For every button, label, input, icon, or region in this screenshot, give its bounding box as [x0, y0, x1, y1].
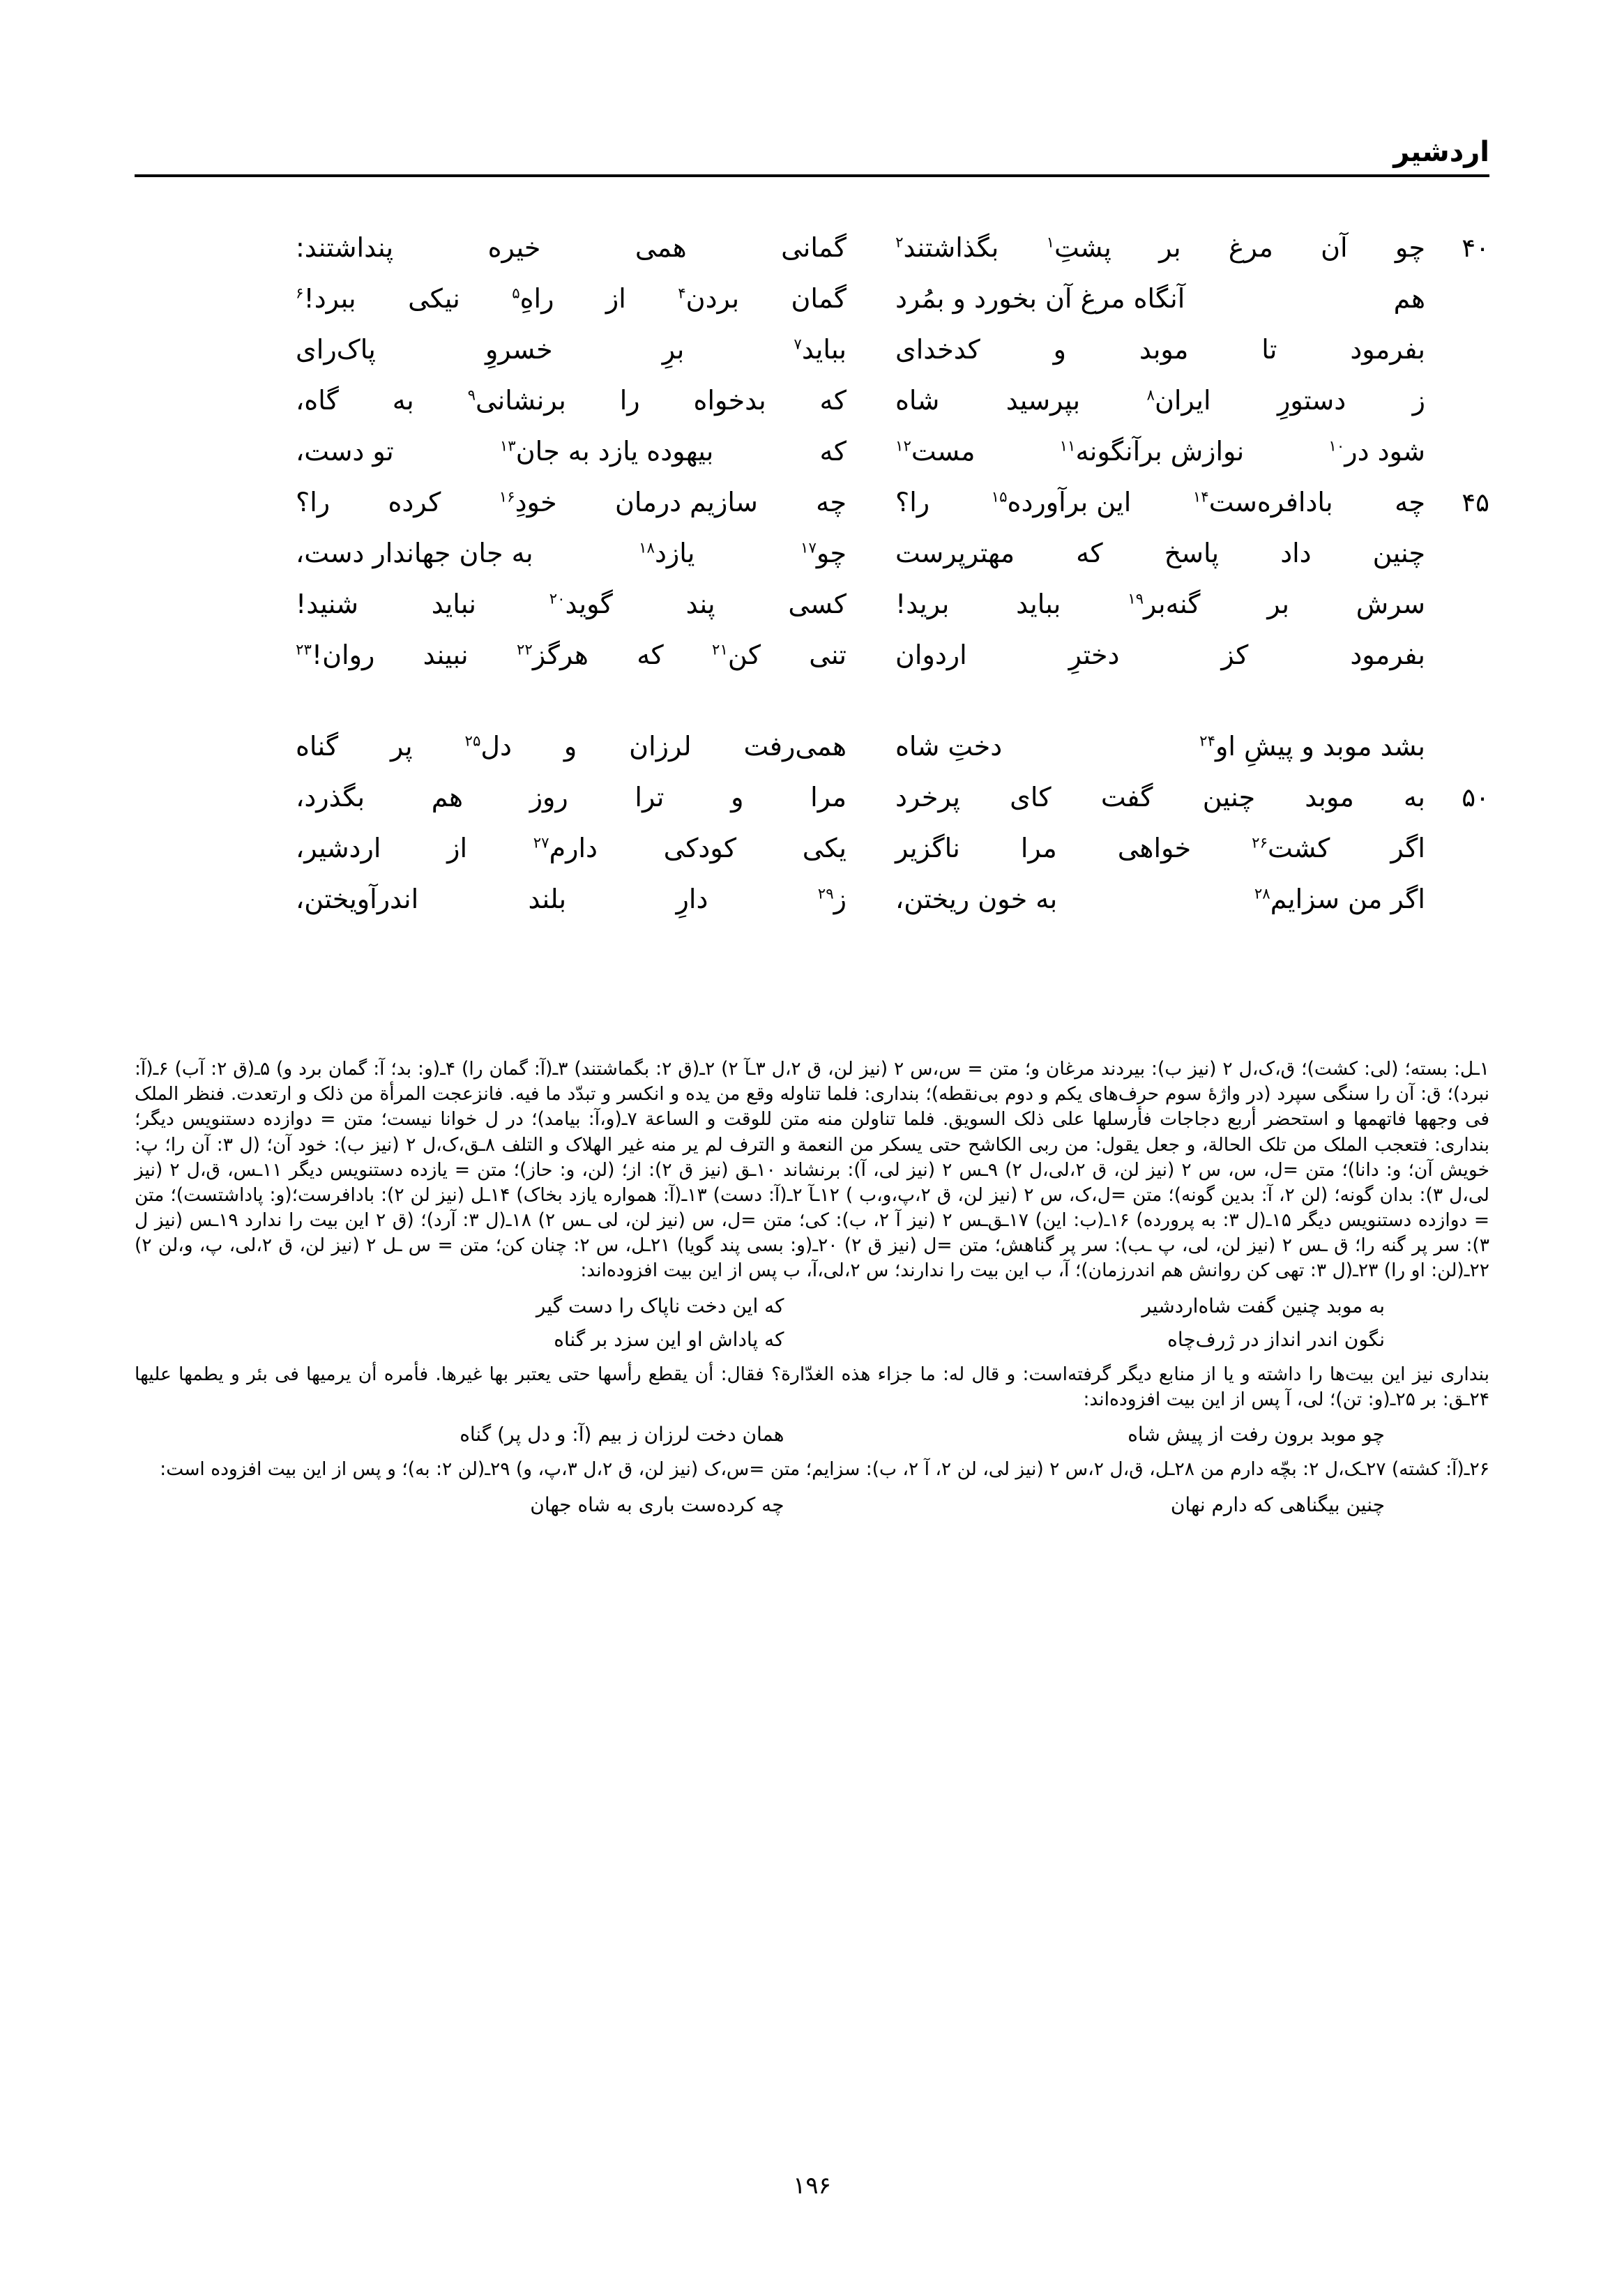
hemi-word: اردشیر،: [296, 833, 381, 863]
hemi-word: هم: [1393, 283, 1425, 314]
hemistich-first: [853, 591, 1425, 617]
hemi-word: بفرمود: [1350, 334, 1425, 365]
verse-line-46: [135, 540, 1489, 591]
couplet-text: چو موبد برون رفت از پیش شاه: [1128, 1423, 1385, 1446]
hemi-word: پاک‌رای: [296, 334, 376, 365]
hemi-word: برید!: [895, 589, 950, 619]
hemi-word: خیره: [487, 232, 541, 263]
hemi-word: که: [1076, 538, 1103, 568]
hemi-word: کای: [1010, 782, 1052, 812]
footnote-marker: ۹: [467, 386, 476, 405]
hemi-word: بفرمود: [1350, 640, 1425, 670]
verse-line-48: [135, 642, 1489, 693]
hemi-word: گناه: [296, 731, 339, 762]
hemi-word: چنین: [1372, 538, 1425, 568]
hemi-word: بلند: [528, 884, 567, 914]
hemistich-second: [296, 784, 853, 810]
footnote-marker: ۲۶: [1252, 834, 1268, 852]
hemi-word: دارِ: [676, 884, 708, 914]
footnote-marker: ۱: [1046, 234, 1054, 252]
hemistich-first: [853, 436, 1425, 467]
hemistich-first: [853, 886, 1425, 912]
hemistich-second: [296, 835, 853, 861]
hemi-word: نوازش برآنگونه$^{۱۱}$: [1059, 436, 1245, 467]
critical-apparatus: [135, 1057, 1489, 1527]
couplet-text: چنین بیگناهی که دارم نهان: [1170, 1492, 1385, 1516]
footnote-marker: ۲۸: [1254, 885, 1270, 903]
couplet-hemistich-first: [812, 1295, 1490, 1317]
hemistich-second: [296, 285, 853, 312]
apparatus-couplet-3: [135, 1423, 1489, 1446]
hemi-word: و: [563, 731, 577, 762]
hemi-word: پاسخ: [1164, 538, 1220, 568]
hemistich-second: [296, 336, 853, 363]
hemi-word: کن$^{۲۱}$: [712, 640, 761, 670]
footnote-marker: ۱۰: [1328, 437, 1345, 455]
hemi-word: لرزان: [629, 731, 692, 762]
hemi-word: شاه: [895, 385, 940, 416]
hemi-word: را؟: [296, 487, 331, 517]
hemistich-first: [853, 540, 1425, 566]
footnote-marker: ۲۹: [817, 885, 834, 903]
hemi-word: کودکی: [663, 833, 737, 863]
couplet-hemistich-first: [812, 1423, 1490, 1446]
apparatus-couplet-2: [135, 1329, 1489, 1351]
hemi-word: بباید: [1016, 589, 1061, 619]
hemi-word: گوید$^{۲۰}$: [549, 589, 613, 619]
footnote-marker: ۱۲: [895, 437, 911, 455]
footnote-marker: ۱۹: [1128, 590, 1144, 608]
hemi-word: همی‌رفت: [743, 731, 847, 762]
hemistich-second: [296, 540, 853, 566]
page-number: ۱۹۶: [793, 2172, 831, 2200]
hemi-word: به: [392, 385, 414, 416]
footnote-marker: ۱۳: [499, 437, 516, 455]
running-title: اردشیر: [1393, 136, 1489, 168]
hemi-word: نبیند: [423, 640, 469, 670]
hemi-word: آن: [1321, 232, 1348, 263]
footnote-marker: ۱۵: [991, 488, 1008, 506]
hemi-word: نباید: [431, 589, 476, 619]
hemi-word: خواهی: [1117, 833, 1192, 863]
hemi-word: کسی: [788, 589, 847, 619]
hemi-word: گفت: [1100, 782, 1153, 812]
hemistich-first: [853, 489, 1425, 515]
verse-number: ۴۵: [1462, 488, 1489, 517]
footnote-marker: ۲۷: [533, 834, 549, 852]
hemi-word: گاه،: [296, 385, 339, 416]
verse-line-42: [135, 336, 1489, 387]
hemistich-second: [296, 436, 853, 467]
verse-line-41: [135, 285, 1489, 336]
hemi-word: تنی: [809, 640, 847, 670]
couplet-text: که این دخت ناپاک را دست گیر: [536, 1294, 784, 1317]
hemi-word: بادافره‌ست$^{۱۴}$: [1192, 487, 1333, 517]
hemi-word: دارم$^{۲۷}$: [533, 833, 598, 863]
hemi-word: چه: [816, 487, 847, 517]
hemi-word: اگر: [1390, 833, 1425, 863]
hemi-word: شود در$^{۱۰}$: [1328, 436, 1425, 467]
footnote-marker: ۲۰: [549, 590, 566, 608]
hemi-word: ببرد!$^۶$: [296, 283, 356, 314]
hemistich-first: [853, 285, 1425, 312]
hemi-word: را: [619, 385, 640, 416]
hemi-word: بشد موبد و پیشِ او$^{۲۴}$: [1199, 731, 1425, 762]
hemi-word: گنه‌بر$^{۱۹}$: [1128, 589, 1201, 619]
couplet-hemistich-second: [135, 1494, 812, 1516]
hemistich-second: [296, 489, 853, 515]
hemi-word: شنید!: [296, 589, 358, 619]
hemi-word: به جان جهاندار دست،: [296, 538, 533, 568]
verse-number: ۵۰: [1462, 783, 1489, 812]
hemi-word: خسروِ: [485, 334, 553, 365]
hemi-word: موبد: [1305, 782, 1354, 812]
hemi-word: کدخدای: [895, 334, 980, 365]
hemi-word: این برآورده$^{۱۵}$: [991, 487, 1132, 517]
hemi-word: ناگزیر: [895, 833, 960, 863]
couplet-hemistich-second: [135, 1295, 812, 1317]
hemistich-first: [853, 234, 1425, 261]
hemistich-second: [296, 642, 853, 668]
hemi-word: به: [1404, 782, 1425, 812]
hemi-word: بگذرد،: [296, 782, 365, 812]
hemistich-first: [853, 731, 1425, 762]
hemistich-second: [296, 591, 853, 617]
hemistich-second: [296, 886, 853, 912]
hemi-word: تا: [1261, 334, 1277, 365]
couplet-text: همان دخت لرزان ز بیم (آ: و دل پر) گناه: [460, 1423, 784, 1446]
footnote-marker: ۱۴: [1192, 488, 1209, 506]
hemi-word: چنین: [1202, 782, 1256, 812]
footnote-marker: ۲۱: [712, 641, 728, 659]
hemi-word: بیهوده یازد به جان$^{۱۳}$: [499, 436, 714, 467]
hemi-word: اندرآویختن،: [296, 884, 419, 914]
hemi-word: خودِ$^{۱۶}$: [499, 487, 557, 517]
footnote-marker: ۲: [895, 234, 904, 252]
hemi-word: از: [447, 833, 468, 863]
verse-area: [135, 234, 1489, 977]
verse-line-47: [135, 591, 1489, 642]
hemi-word: سرش: [1356, 589, 1425, 619]
footnote-marker: ۲۳: [296, 641, 312, 659]
hemi-word: و: [1053, 334, 1067, 365]
couplet-hemistich-second: [135, 1423, 812, 1446]
couplet-hemistich-first: [812, 1329, 1490, 1351]
hemi-word: پند: [685, 589, 715, 619]
hemi-word: مرا: [1020, 833, 1057, 863]
running-head-area: [135, 137, 1489, 177]
couplet-text: که پاداش او این سزد بر گناه: [554, 1327, 784, 1351]
hemi-word: راهِ$^۵$: [512, 283, 554, 314]
footnote-marker: ۱۱: [1059, 437, 1076, 455]
couplet-text: چه کرده‌ست باری به شاه جهان: [530, 1492, 784, 1516]
hemi-word: گمان: [791, 283, 847, 314]
hemi-word: داد: [1280, 538, 1312, 568]
verse-line-44: [135, 438, 1489, 489]
hemi-word: برنشانی$^۹$: [467, 385, 566, 416]
hemi-word: بر: [1159, 232, 1181, 263]
verse-number: ۴۰: [1462, 233, 1489, 263]
hemi-word: بردن$^۴$: [678, 283, 740, 314]
hemi-word: ز$^{۲۹}$: [817, 884, 847, 914]
hemistich-second: [296, 234, 853, 261]
hemi-word: را؟: [895, 487, 930, 517]
hemi-word: که: [819, 436, 847, 467]
hemi-word: چه: [1395, 487, 1425, 517]
couplet-text: نگون اندر انداز در ژرف‌چاه: [1167, 1327, 1385, 1351]
verse-line-45: [135, 489, 1489, 540]
hemi-word: روان!$^{۲۳}$: [296, 640, 375, 670]
hemi-word: ایران$^۸$: [1146, 385, 1211, 416]
hemi-word: که: [819, 385, 847, 416]
hemi-word: دختِ شاه: [895, 731, 1003, 762]
hemi-word: پنداشتند:: [296, 232, 394, 263]
header-rule: [135, 174, 1489, 177]
hemi-word: کز: [1221, 640, 1249, 670]
verse-line-40: [135, 234, 1489, 285]
hemi-word: به خون ریختن،: [895, 884, 1058, 914]
apparatus-paragraph-1: ۱ـل: بسته؛ (لی: کشت)؛ ق،ک،ل ۲ (نیز ب): بیردند مرغان و؛ متن = س،س ۲ (نیز لن، ق ۲،ل ۳ـآ ۲) ۲ـ(ق ۲: بگماشتند) ۳ـ(آ: گمان را) ۴ـ(و: بد؛ آ: گمان برد و) ۵ـ(ق ۲: آب) ۶ـ(آ: نبرد)؛ ق: آن را سنگی سپرد (در واژهٔ سوم حرف‌های یکم و دوم بی‌نقطه)؛ بنداری: فلما تناوله وقع من یده و انکسر و تبدّد ما فیه. فانزعجت المرأة من ذلک و ارتعدت. فنظر الملک فی وجهها فاتهمها و استحضر أربع دجاجات فأرسلها علی ذلک السویق. فلما تناولن منه متن للوقت و الساعة ۷ـ(و،آ: بیامد)؛ در ل خوانا نیست؛ متن = دوازده دستنویس دیگر؛ بنداری: فتعجب الملک من تلک الحالة، و جعل یقول: من ربی الکاشح حتی یسکر من النعمة و الترف لم یر منه غیر الهلاک و التلف ۸ـق،ک،ل ۲ (نیز ب): خود آن؛ (ل ۳: آن را؛ پ: خویش آن؛ و: دانا)؛ متن =ل، س، س ۲ (نیز لن، ق ۲،لی،ل ۲) ۹ـس ۲ (نیز لی، آ): برنشاند ۱۰ـق (نیز ق ۲): از؛ (لن، و: حاز)؛ متن = یازده دستنویس دیگر ۱۱ـس، ق،ل ۲ (نیز لی،ل ۳): بدان گونه؛ (لن ۲، آ: بدین گونه)؛ متن =ل،ک، س ۲ (نیز لن، ق ۲،پ،و،ب ) ۱۲ـآ ۲ـ(آ: دست) ۱۳ـ(آ: همواره یازد بخاک) ۱۴ـل (نیز لن ۲): بادافرست؛(و: پاداشتست)؛ متن = دوازده دستنویس دیگر ۱۵ـ(ل ۳: به پرورده) ۱۶ـ(ب: این) ۱۷ـق‌ـس ۲ (نیز آ ۲، ب): کی؛ متن =ل، س (نیز لن، لی ـس ۲) ۱۸ـ(ل ۳: آرد)؛ (ق ۲ این بیت را ندارد ۱۹ـس (نیز ل ۳): سر پر گنه را؛ ق ـس ۲ (نیز لن، لی، پ ـب): سر پر گناهش؛ متن =ل (نیز ق ۲) ۲۰ـ(و: بسی پند گویا) ۲۱ـل، س ۲: چنان کن؛ متن = س ـل ۲ (نیز لن، ق ۲،لی، پ، و،لن ۲) ۲۲ـ(لن: او را) ۲۳ـ(ل ۳: تهی کن روانش هم اندرزمان)؛ آ، ب این بیت را ندارند؛ س ۲،لی،آ، ب پس از این بیت افزوده‌اند:: [135, 1058, 1490, 1282]
hemi-word: مهترپرست: [895, 538, 1015, 568]
apparatus-paragraph-2: بنداری نیز این بیت‌ها را داشته و یا از منابع دیگر گرفته‌است: و قال له: ما جزاء هذه الغدّارة؟ فقال: أن یقطع رأسها حتی یعتبر بها غیرها. فأمره أن یرمیها فی بئر و یطمها علیها ۲۴ـق: بر ۲۵ـ(و: تن)؛ لی، آ پس از این بیت افزوده‌اند:: [135, 1363, 1489, 1411]
hemi-word: برِ: [662, 334, 685, 365]
hemi-word: همی: [635, 232, 687, 263]
hemistich-first: [853, 835, 1425, 861]
footnote-marker: ۱۷: [800, 539, 817, 557]
hemi-word: بر: [1267, 589, 1289, 619]
hemi-word: دخترِ: [1068, 640, 1120, 670]
hemi-word: هم: [431, 782, 464, 812]
hemi-word: چو: [1395, 232, 1425, 263]
hemi-word: بگذاشتند$^۲$: [895, 232, 999, 263]
hemi-word: بدخواه: [693, 385, 766, 416]
hemi-word: هرگز$^{۲۲}$: [516, 640, 589, 670]
hemistich-first: [853, 336, 1425, 363]
hemi-word: بباید$^۷$: [794, 334, 847, 365]
hemi-word: مرا: [810, 782, 847, 812]
hemistich-second: [296, 731, 853, 762]
verse-line-52: [135, 886, 1489, 937]
hemi-word: روز: [529, 782, 568, 812]
stanza-one: [135, 234, 1489, 693]
footnote-marker: ۲۲: [516, 641, 533, 659]
verse-line-50: [135, 784, 1489, 835]
hemi-word: گمانی: [781, 232, 847, 263]
couplet-hemistich-second: [135, 1329, 812, 1351]
hemi-word: و: [731, 782, 744, 812]
hemi-word: اردوان: [895, 640, 967, 670]
hemi-word: کشت$^{۲۶}$: [1252, 833, 1330, 863]
footnote-marker: ۱۶: [499, 488, 515, 506]
hemi-word: پر: [390, 731, 413, 762]
hemi-word: ترا: [635, 782, 665, 812]
apparatus-couplet-1: [135, 1295, 1489, 1317]
hemi-word: تو دست،: [296, 436, 394, 467]
hemistich-first: [853, 784, 1425, 810]
hemi-word: مرغ: [1228, 232, 1273, 263]
hemi-word: کرده: [388, 487, 441, 517]
hemi-word: بپرسید: [1005, 385, 1081, 416]
hemi-word: دستورِ: [1277, 385, 1346, 416]
hemistich-second: [296, 387, 853, 414]
hemi-word: یازد$^{۱۸}$: [639, 538, 695, 568]
footnote-marker: ۲۴: [1199, 732, 1215, 750]
footnote-marker: ۲۵: [464, 732, 481, 750]
verse-line-43: [135, 387, 1489, 438]
footnote-marker: ۴: [678, 285, 686, 303]
verse-line-51: [135, 835, 1489, 886]
footnote-marker: ۶: [296, 285, 304, 303]
hemi-word: پرخرد: [895, 782, 960, 812]
footnote-marker: ۸: [1146, 386, 1155, 405]
footnote-marker: ۵: [512, 285, 520, 303]
couplet-hemistich-first: [812, 1494, 1490, 1516]
hemi-word: اگر من سزایم$^{۲۸}$: [1254, 884, 1425, 914]
hemi-word: از: [605, 283, 626, 314]
hemi-word: یکی: [802, 833, 847, 863]
hemistich-first: [853, 387, 1425, 414]
stanza-two: [135, 733, 1489, 937]
footnote-marker: ۱۸: [639, 539, 655, 557]
footnote-marker: ۷: [794, 335, 802, 354]
hemi-word: نیکی: [408, 283, 460, 314]
hemi-word: موبد: [1139, 334, 1189, 365]
hemi-word: دل$^{۲۵}$: [464, 731, 512, 762]
hemi-word: آنگاه مرغ آن بخورد و بمُرد: [895, 283, 1185, 314]
apparatus-couplet-4: [135, 1494, 1489, 1516]
apparatus-paragraph-3: ۲۶ـ(آ: کشته) ۲۷ـک،ل ۲: بچّه دارم من ۲۸ـل، ق،ل ۲،س ۲ (نیز لی، لن ۲، آ ۲، ب): سزایم؛ متن =س،ک (نیز لن، ق ۲،ل ۳،پ، و) ۲۹ـ(لن ۲: به)؛ و پس از این بیت افزوده است:: [160, 1458, 1489, 1481]
hemi-word: ز: [1412, 385, 1425, 416]
hemi-word: که: [637, 640, 664, 670]
couplet-text: به موبد چنین گفت شاه‌اردشیر: [1141, 1294, 1385, 1317]
hemi-word: مست$^{۱۲}$: [895, 436, 976, 467]
hemi-word: پشتِ$^۱$: [1046, 232, 1111, 263]
hemi-word: سازیم درمان: [614, 487, 758, 517]
verse-line-49: [135, 733, 1489, 784]
hemi-word: چو$^{۱۷}$: [800, 538, 847, 568]
hemistich-first: [853, 642, 1425, 668]
